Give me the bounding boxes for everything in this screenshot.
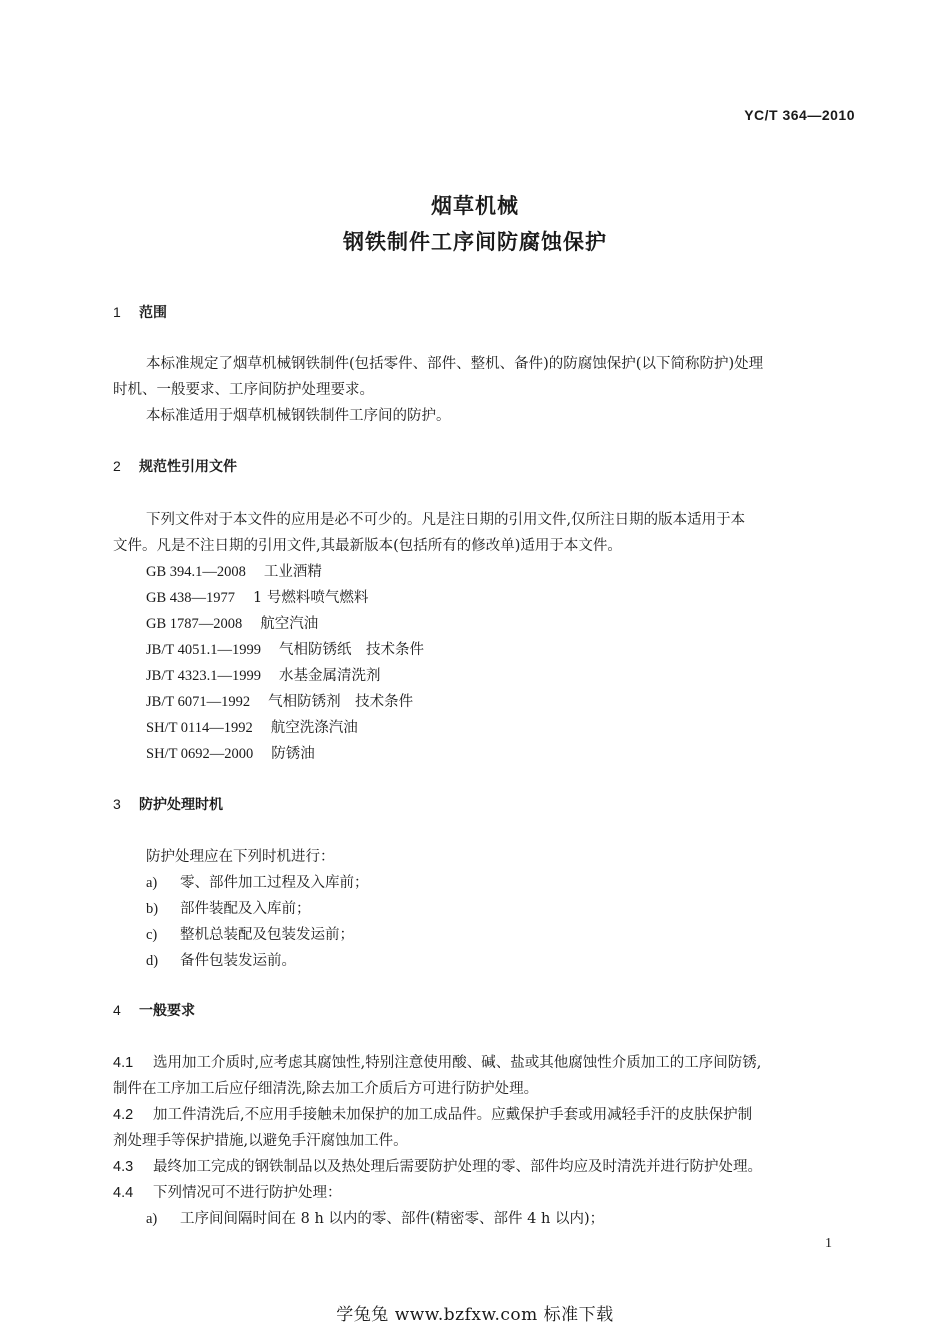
reference-code: GB 438—1977 bbox=[146, 590, 236, 606]
list-marker: a) bbox=[146, 1211, 158, 1227]
reference-code: SH/T 0114—1992 bbox=[146, 720, 253, 736]
reference-item bbox=[146, 716, 358, 737]
reference-item bbox=[146, 638, 424, 659]
list-text: 整机总装配及包装发运前； bbox=[180, 927, 354, 943]
section-number: 1 bbox=[113, 304, 121, 320]
reference-code: SH/T 0692—2000 bbox=[146, 746, 254, 762]
clause-4-4 bbox=[113, 1181, 342, 1202]
clause-text: 最终加工完成的钢铁制品以及热处理后需要防护处理的零、部件均应及时清洗并进行防护处理。 bbox=[153, 1159, 762, 1175]
clause-number: 4.3 bbox=[113, 1159, 134, 1175]
section-number: 4 bbox=[113, 1002, 121, 1018]
s1-para1-line1: 本标准规定了烟草机械钢铁制件(包括零件、部件、整机、备件)的防腐蚀保护(以下简称防护)处理 bbox=[146, 356, 764, 372]
reference-name: 1 号燃料喷气燃料 bbox=[253, 590, 369, 606]
section-title: 一般要求 bbox=[139, 1003, 195, 1019]
list-item bbox=[146, 923, 354, 944]
s1-para2: 本标准适用于烟草机械钢铁制件工序间的防护。 bbox=[146, 408, 451, 424]
reference-name: 航空洗涤汽油 bbox=[270, 720, 358, 736]
list-marker: c) bbox=[146, 927, 158, 943]
list-text: 零、部件加工过程及入库前； bbox=[180, 875, 369, 891]
reference-name: 气相防锈纸 技术条件 bbox=[278, 642, 424, 658]
section-number: 3 bbox=[113, 796, 121, 812]
s2-para-line1: 下列文件对于本文件的应用是必不可少的。凡是注日期的引用文件,仅所注日期的版本适用于本 bbox=[146, 512, 746, 528]
s1-para1-line2: 时机、一般要求、工序间防护处理要求。 bbox=[113, 382, 374, 398]
list-item bbox=[146, 1207, 604, 1228]
section-number: 2 bbox=[113, 458, 121, 474]
reference-name: 工业酒精 bbox=[263, 564, 322, 580]
reference-item bbox=[146, 664, 380, 685]
clause-text: 选用加工介质时,应考虑其腐蚀性,特别注意使用酸、碱、盐或其他腐蚀性介质加工的工序间防锈, bbox=[153, 1055, 762, 1071]
list-marker: b) bbox=[146, 901, 159, 917]
clause-text: 下列情况可不进行防护处理： bbox=[153, 1185, 342, 1201]
clause-4-3 bbox=[113, 1155, 762, 1176]
section-2-heading bbox=[113, 456, 237, 476]
footer-watermark: 学兔兔 www.bzfxw.com 标准下载 bbox=[336, 1305, 614, 1325]
list-item bbox=[146, 897, 311, 918]
section-3-heading bbox=[113, 794, 223, 814]
reference-code: JB/T 6071—1992 bbox=[146, 694, 251, 710]
clause-4-2-line2: 剂处理手等保护措施,以避免手汗腐蚀加工件。 bbox=[113, 1133, 408, 1149]
list-item bbox=[146, 949, 296, 970]
section-title: 规范性引用文件 bbox=[139, 459, 237, 475]
standard-code: YC/T 364—2010 bbox=[744, 107, 855, 123]
reference-code: GB 1787—2008 bbox=[146, 616, 243, 632]
list-text: 部件装配及入库前； bbox=[180, 901, 311, 917]
clause-text: 加工件清洗后,不应用手接触未加保护的加工成品件。应戴保护手套或用减轻手汗的皮肤保护制 bbox=[153, 1107, 753, 1123]
page-number: 1 bbox=[825, 1236, 832, 1251]
section-title: 范围 bbox=[139, 305, 167, 321]
reference-name: 防锈油 bbox=[271, 746, 315, 762]
reference-code: GB 394.1—2008 bbox=[146, 564, 246, 580]
list-marker: a) bbox=[146, 875, 158, 891]
clause-4-1-line2: 制件在工序加工后应仔细清洗,除去加工介质后方可进行防护处理。 bbox=[113, 1081, 539, 1097]
clause-4-1-line1 bbox=[113, 1051, 761, 1072]
reference-item bbox=[146, 690, 413, 711]
list-text: 备件包装发运前。 bbox=[180, 953, 296, 969]
reference-item bbox=[146, 586, 368, 607]
title-line-2: 钢铁制件工序间防腐蚀保护 bbox=[343, 230, 607, 254]
list-marker: d) bbox=[146, 953, 159, 969]
section-1-heading bbox=[113, 302, 167, 322]
reference-code: JB/T 4323.1—1999 bbox=[146, 668, 261, 684]
clause-4-2-line1 bbox=[113, 1103, 752, 1124]
s3-intro: 防护处理应在下列时机进行： bbox=[146, 849, 335, 865]
clause-number: 4.4 bbox=[113, 1185, 134, 1201]
reference-name: 航空汽油 bbox=[260, 616, 319, 632]
title-line-1: 烟草机械 bbox=[431, 194, 519, 218]
reference-item bbox=[146, 742, 315, 763]
reference-name: 水基金属清洗剂 bbox=[278, 668, 381, 684]
reference-item bbox=[146, 560, 322, 581]
reference-item bbox=[146, 612, 318, 633]
clause-number: 4.1 bbox=[113, 1055, 134, 1071]
s2-para-line2: 文件。凡是不注日期的引用文件,其最新版本(包括所有的修改单)适用于本文件。 bbox=[113, 538, 622, 554]
section-title: 防护处理时机 bbox=[139, 797, 223, 813]
list-text: 工序间间隔时间在 8 h 以内的零、部件(精密零、部件 4 h 以内)； bbox=[180, 1211, 605, 1227]
section-4-heading bbox=[113, 1000, 195, 1020]
reference-name: 气相防锈剂 技术条件 bbox=[268, 694, 414, 710]
clause-number: 4.2 bbox=[113, 1107, 134, 1123]
reference-code: JB/T 4051.1—1999 bbox=[146, 642, 261, 658]
list-item bbox=[146, 871, 369, 892]
